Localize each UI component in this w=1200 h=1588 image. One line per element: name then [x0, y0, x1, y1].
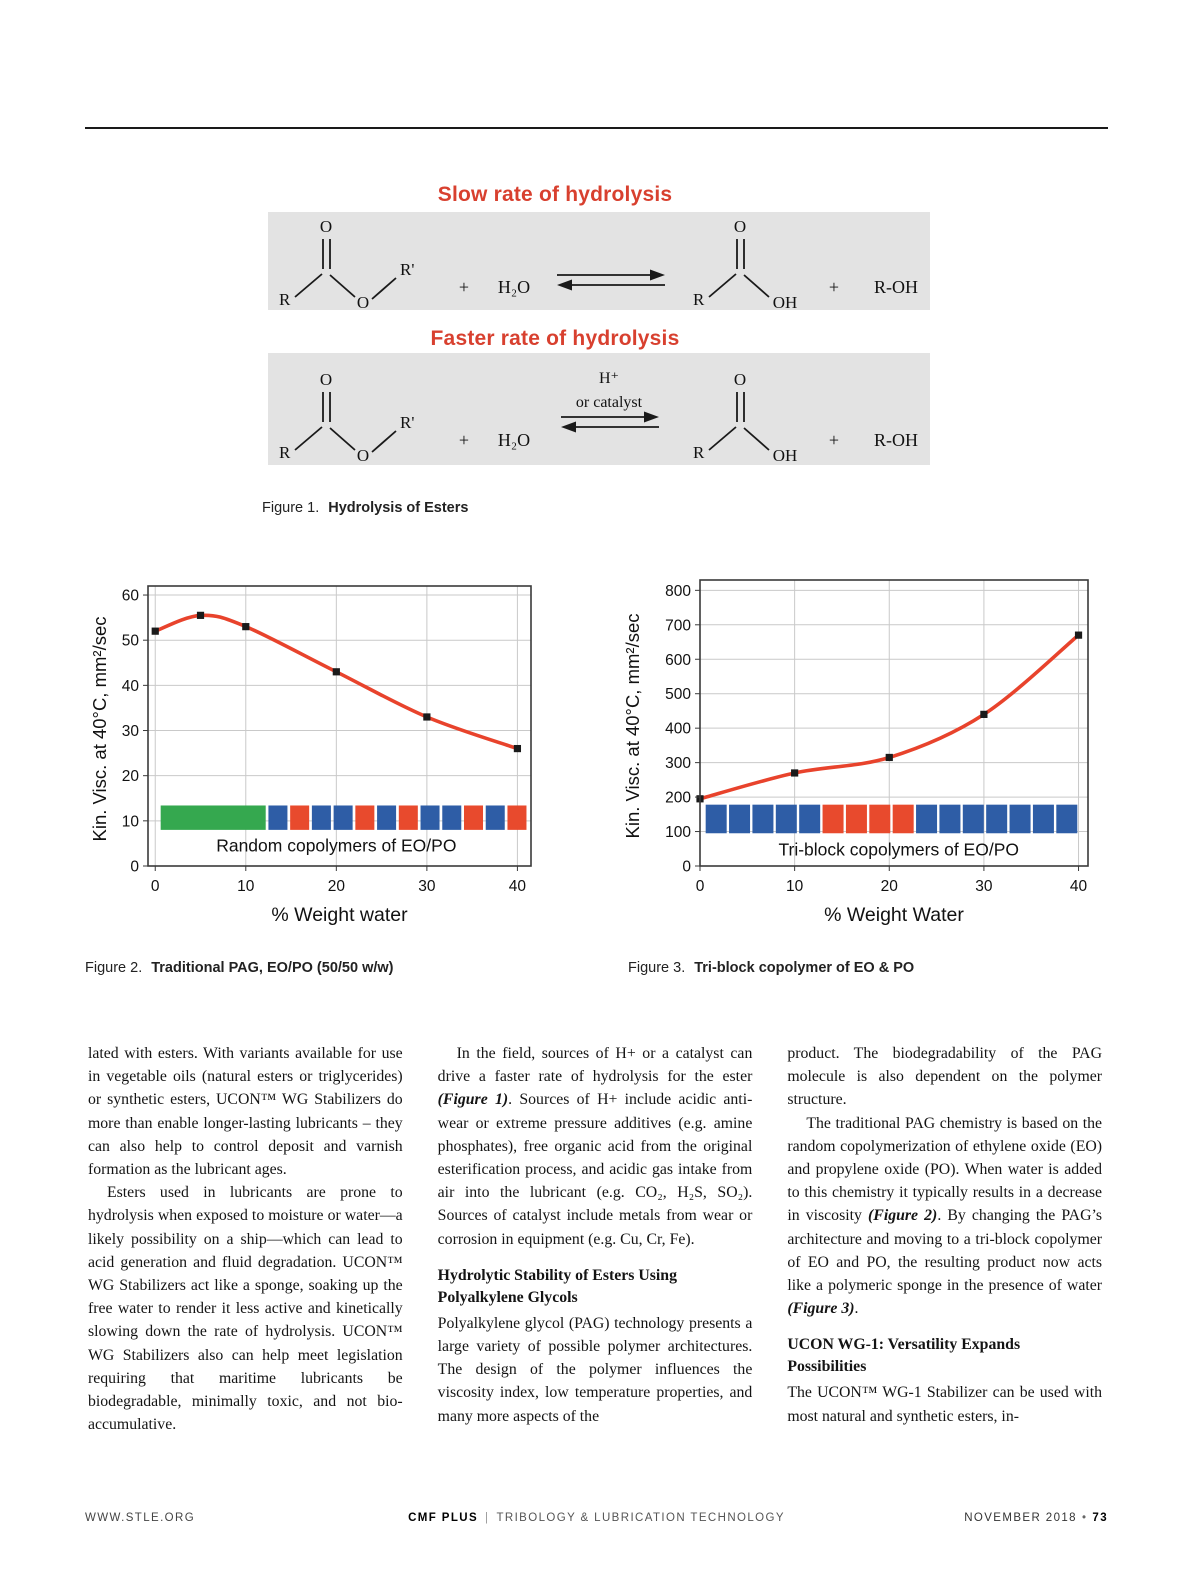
y-tick-label: 40	[121, 677, 139, 695]
slow-hydrolysis-title: Slow rate of hydrolysis	[437, 183, 673, 206]
copolymer-band-block	[312, 805, 331, 829]
y-tick-label: 100	[665, 824, 691, 842]
copolymer-band-block	[355, 805, 374, 829]
figure2-x-axis-label: % Weight water	[271, 904, 408, 926]
paragraph: product. The biodegradability of the PAG molecule is also dependent on the polymer structure.	[787, 1045, 1103, 1109]
ester-structure	[279, 370, 414, 465]
data-point-marker	[514, 745, 521, 752]
water-label: H₂O	[497, 430, 531, 450]
r-group-label: R	[279, 290, 291, 309]
figure3-chart	[618, 570, 1100, 927]
y-tick-label: 500	[665, 686, 691, 704]
y-tick-label: 700	[665, 617, 691, 635]
copolymer-band-block	[399, 805, 418, 829]
copolymer-band-block	[776, 805, 797, 834]
copolymer-band-block	[799, 805, 820, 834]
fast-hydrolysis-reaction-diagram	[268, 353, 930, 465]
carbonyl-o-label: O	[733, 370, 747, 389]
page-footer	[85, 1512, 1108, 1524]
h-plus-label: H⁺	[599, 370, 619, 387]
y-tick-label: 300	[665, 755, 691, 773]
x-tick-label: 0	[695, 878, 705, 895]
figure2-caption-label: Figure 2.	[85, 960, 143, 976]
alcohol-label: R-OH	[874, 277, 918, 297]
section-heading: UCON WG-1: Versatility Expands Possibilities	[787, 1336, 1021, 1376]
paragraph: The UCON™ WG-1 Stabilizer can be used with most natural and synthetic esters, in-	[787, 1384, 1103, 1425]
copolymer-band-block	[939, 805, 960, 834]
paragraph: The traditional PAG chemistry is based on the random copolymerization of ethylene oxide (EO) and propylene oxide (PO). When water is added to this chemistry it typically results in a decrease in viscosity (Figure 2). By changing the PAG’s architecture and moving to a tri-block copolymer of EO and PO, the resulting product now acts like a polymeric sponge in the presence of water (Figure 3).	[787, 1114, 1103, 1318]
copolymer-band-block	[729, 805, 750, 834]
ester-o-label: O	[356, 293, 370, 312]
slow-hydrolysis-reaction-diagram	[268, 212, 930, 310]
copolymer-band-block	[1010, 805, 1031, 834]
article-body	[88, 1042, 1102, 1436]
figure3-plot	[648, 570, 1100, 902]
x-tick-label: 0	[150, 878, 160, 895]
article-column-1	[88, 1042, 403, 1436]
x-tick-label: 40	[508, 878, 527, 895]
y-tick-label: 10	[121, 813, 139, 831]
article-column-3	[787, 1042, 1102, 1436]
or-catalyst-label: or catalyst	[575, 394, 643, 411]
x-tick-label: 40	[1069, 878, 1088, 895]
copolymer-band-block	[1033, 805, 1054, 834]
data-point-marker	[197, 612, 204, 619]
figure3-caption-label: Figure 3.	[628, 960, 686, 976]
copolymer-band-block	[893, 805, 914, 834]
copolymer-band-block	[268, 805, 287, 829]
plus-sign: +	[458, 430, 470, 450]
chart-annotation: Random copolymers of EO/PO	[216, 835, 457, 856]
figure1-caption	[262, 500, 468, 516]
acid-structure	[693, 370, 797, 465]
y-tick-label: 0	[130, 858, 139, 876]
paragraph: lated with esters. With variants available for use in vegetable oils (natural esters or triglycerides) or synthetic esters, UCON™ WG Stabilizers do more than enable longer-lasting lubricants – they can also help to control deposit and varnish formation as the lubricant ages.	[88, 1045, 403, 1179]
plus-sign: +	[828, 277, 840, 297]
copolymer-band-block	[846, 805, 867, 834]
fast-hydrolysis-title: Faster rate of hydrolysis	[430, 327, 680, 350]
y-tick-label: 600	[665, 651, 691, 669]
data-point-marker	[333, 668, 340, 675]
fast-reaction-panel	[268, 353, 930, 465]
figure3-caption-text: Tri-block copolymer of EO & PO	[694, 960, 915, 976]
figure2-y-axis-label: Kin. Visc. at 40°C, mm²/sec	[89, 616, 110, 842]
r-prime-label: R'	[400, 413, 415, 432]
copolymer-band-block	[442, 805, 461, 829]
footer-date: NOVEMBER 2018	[964, 1512, 1077, 1524]
footer-publication	[329, 1512, 865, 1524]
y-tick-label: 30	[121, 723, 139, 741]
data-point-marker	[152, 628, 159, 635]
y-tick-label: 400	[665, 720, 691, 738]
copolymer-band-block	[377, 805, 396, 829]
y-tick-label: 200	[665, 789, 691, 807]
paragraph: In the field, sources of H+ or a catalyst can drive a faster rate of hydrolysis for the ester (Figure 1). Sources of H+ include acidic anti-wear or extreme pressure additives (e.g. amine phosphates), free organic acid from the original esterification process, and acidic gas intake from air into the lubricant (e.g. CO₂, H₂S, SO₂). Sources of catalyst include metals from wear or corrosion in equipment (e.g. Cu, Cr, Fe).	[437, 1045, 753, 1248]
footer-issue	[864, 1512, 1108, 1524]
figure3-y-axis-label: Kin. Visc. at 40°C, mm²/sec	[622, 613, 643, 839]
figure3-caption	[628, 960, 914, 976]
r-group-label: R	[693, 290, 705, 309]
section-heading: Hydrolytic Stability of Esters Using Polyalkylene Glycols	[437, 1266, 677, 1306]
figure1-caption-label: Figure 1.	[262, 500, 320, 516]
x-tick-label: 20	[880, 878, 898, 895]
data-point-marker	[886, 754, 893, 761]
top-rule	[85, 127, 1108, 129]
footer-dot: •	[1081, 1512, 1088, 1524]
x-tick-label: 20	[327, 878, 345, 895]
copolymer-band-block	[1056, 805, 1077, 834]
chart-annotation: Tri-block copolymers of EO/PO	[778, 839, 1019, 860]
copolymer-band-block	[334, 805, 353, 829]
copolymer-band-block	[290, 805, 309, 829]
copolymer-band-block	[916, 805, 937, 834]
y-tick-label: 800	[665, 582, 691, 600]
r-group-label: R	[279, 443, 291, 462]
water-label: H₂O	[497, 277, 531, 297]
copolymer-band-block	[161, 805, 266, 829]
ester-o-label: O	[356, 446, 370, 465]
x-tick-label: 30	[975, 878, 993, 895]
copolymer-band-block	[986, 805, 1007, 834]
data-point-marker	[791, 769, 798, 776]
equilibrium-arrows-icon	[557, 270, 665, 291]
data-point-marker	[1075, 632, 1082, 639]
footer-website: WWW.STLE.ORG	[85, 1512, 196, 1524]
copolymer-band-block	[869, 805, 890, 834]
plus-sign: +	[828, 430, 840, 450]
copolymer-band-block	[963, 805, 984, 834]
ester-structure	[279, 217, 414, 312]
footer-separator: |	[485, 1512, 490, 1524]
alcohol-label: R-OH	[874, 430, 918, 450]
plus-sign: +	[458, 277, 470, 297]
figure2-caption-text: Traditional PAG, EO/PO (50/50 w/w)	[151, 960, 394, 976]
copolymer-band-block	[752, 805, 773, 834]
copolymer-band-block	[507, 805, 526, 829]
article-column-2	[438, 1042, 753, 1436]
figure1-caption-text: Hydrolysis of Esters	[328, 500, 469, 516]
carbonyl-o-label: O	[319, 217, 333, 236]
figure2-plot	[115, 576, 543, 902]
y-tick-label: 50	[121, 632, 139, 650]
figure2-caption	[85, 960, 394, 976]
y-tick-label: 60	[121, 587, 139, 605]
x-tick-label: 30	[418, 878, 436, 895]
hydroxyl-label: OH	[772, 446, 798, 465]
figure2-chart	[85, 576, 543, 927]
footer-publication-subtitle: TRIBOLOGY & LUBRICATION TECHNOLOGY	[496, 1512, 785, 1524]
footer-publication-name: CMF PLUS	[408, 1512, 479, 1524]
carbonyl-o-label: O	[319, 370, 333, 389]
copolymer-band-block	[823, 805, 844, 834]
y-tick-label: 0	[682, 858, 691, 876]
copolymer-band-block	[706, 805, 727, 834]
y-tick-label: 20	[121, 768, 139, 786]
slow-reaction-panel	[268, 212, 930, 310]
hydroxyl-label: OH	[772, 293, 798, 312]
figure3-x-axis-label: % Weight Water	[824, 904, 964, 926]
x-tick-label: 10	[786, 878, 804, 895]
r-prime-label: R'	[400, 260, 415, 279]
paragraph: Esters used in lubricants are prone to hydrolysis when exposed to moisture or water—a likely possibility on a ship—which can lead to acid generation and fluid degradation. UCON™ WG Stabilizers act like a sponge, soaking up the free water to render it less active and kinetically slowing down the rate of hydrolysis. UCON™ WG Stabilizers also can help meet legislation requiring that maritime lubricants be biodegradable, minimally toxic, and not bio-accumulative.	[88, 1184, 403, 1434]
r-group-label: R	[693, 443, 705, 462]
x-tick-label: 10	[237, 878, 255, 895]
data-point-marker	[980, 711, 987, 718]
data-point-marker	[242, 623, 249, 630]
acid-structure	[693, 217, 797, 312]
equilibrium-arrows-icon	[561, 412, 659, 433]
copolymer-band-block	[464, 805, 483, 829]
copolymer-band-block	[486, 805, 505, 829]
data-point-marker	[423, 713, 430, 720]
copolymer-band-block	[421, 805, 440, 829]
footer-page-number: 73	[1092, 1512, 1109, 1524]
paragraph: Polyalkylene glycol (PAG) technology presents a large variety of possible polymer architectures. The design of the polymer influences the viscosity index, low temperature properties, and many more aspects of the	[437, 1314, 753, 1425]
carbonyl-o-label: O	[733, 217, 747, 236]
